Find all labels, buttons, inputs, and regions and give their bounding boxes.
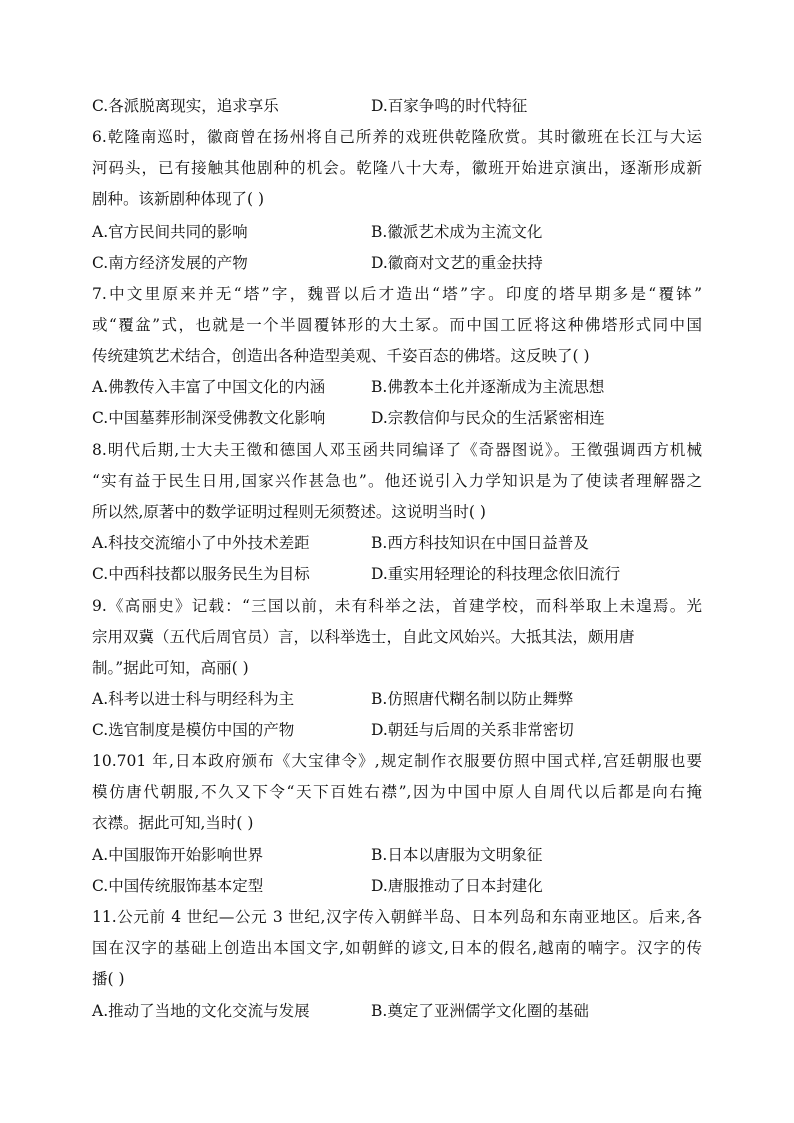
q5-option-d: D.百家争鸣的时代特征 (371, 97, 528, 115)
q6-option-c: C.南方经济发展的产物 (92, 254, 248, 272)
q8-option-a: A.科技交流缩小了中外技术差距 (92, 534, 310, 552)
q11-option-b: B.奠定了亚洲儒学文化圈的基础 (371, 1002, 589, 1020)
q8-option-b: B.西方科技知识在中国日益普及 (371, 534, 589, 552)
q10-option-d: D.唐服推动了日本封建化 (371, 877, 543, 895)
q9-option-d: D.朝廷与后周的关系非常密切 (371, 721, 574, 739)
q6-stem-line-3: 剧种。该新剧种体现了( ) (92, 190, 265, 208)
q10-option-a: A.中国服饰开始影响世界 (92, 846, 264, 864)
q6-option-a: A.官方民间共同的影响 (92, 223, 248, 241)
q9-stem-line-3: 制。”据此可知，高丽( ) (92, 659, 249, 677)
q8-option-c: C.中西科技都以服务民生为目标 (92, 565, 310, 583)
q7-stem-line-2: 或“覆盆”式，也就是一个半圆覆钵形的大土冢。而中国工匠将这种佛塔形式同中国 (92, 316, 702, 334)
q6-option-b: B.徽派艺术成为主流文化 (371, 223, 543, 241)
q9-stem-line-1: 9.《高丽史》记载：“三国以前，未有科举之法，首建学校，而科举取上未遑焉。光 (92, 597, 702, 615)
q11-stem-line-3: 播( ) (92, 970, 125, 988)
q7-option-c: C.中国墓葬形制深受佛教文化影响 (92, 409, 326, 427)
q7-option-a: A.佛教传入丰富了中国文化的内涵 (92, 378, 326, 396)
q7-stem-line-1: 7.中文里原来并无“塔”字，魏晋以后才造出“塔”字。印度的塔早期多是“覆钵” (92, 285, 702, 303)
q9-option-c: C.选官制度是模仿中国的产物 (92, 721, 295, 739)
q10-option-b: B.日本以唐服为文明象征 (371, 846, 543, 864)
q7-option-b: B.佛教本土化并逐渐成为主流思想 (371, 378, 605, 396)
q8-stem-line-1: 8.明代后期,士大夫王徵和德国人邓玉函共同编译了《奇器图说》。王徵强调西方机械 (92, 441, 702, 459)
q9-option-b: B.仿照唐代糊名制以防止舞弊 (371, 690, 574, 708)
q10-stem-line-3: 衣襟。据此可知,当时( ) (92, 814, 254, 832)
q8-stem-line-2: “实有益于民生日用,国家兴作甚急也”。他还说引入力学知识是为了使读者理解器之 (92, 472, 702, 490)
q11-stem-line-1: 11.公元前 4 世纪—公元 3 世纪,汉字传入朝鲜半岛、日本列岛和东南亚地区。后来,各 (92, 908, 702, 926)
q6-stem-line-2: 河码头，已有接触其他剧种的机会。乾隆八十大寿，徽班开始进京演出，逐渐形成新 (92, 159, 702, 177)
q11-stem-line-2: 国在汉字的基础上创造出本国文字,如朝鲜的谚文,日本的假名,越南的喃字。汉字的传 (92, 939, 702, 957)
q9-option-a: A.科考以进士科与明经科为主 (92, 690, 295, 708)
q7-stem-line-3: 传统建筑艺术结合，创造出各种造型美观、千姿百态的佛塔。这反映了( ) (92, 347, 590, 365)
q11-option-a: A.推动了当地的文化交流与发展 (92, 1002, 310, 1020)
q6-option-d: D.徽商对文艺的重金扶持 (371, 254, 543, 272)
q5-option-c: C.各派脱离现实，追求享乐 (92, 97, 279, 115)
q8-option-d: D.重实用轻理论的科技理念依旧流行 (371, 565, 621, 583)
q10-stem-line-1: 10.701 年,日本政府颁布《大宝律令》,规定制作衣服要仿照中国式样,宫廷朝服也要 (92, 752, 702, 770)
q10-stem-line-2: 模仿唐代朝服,不久又下令“天下百姓右襟”,因为中国中原人自周代以后都是向右掩 (92, 783, 702, 801)
q7-option-d: D.宗教信仰与民众的生活紧密相连 (371, 409, 605, 427)
q10-option-c: C.中国传统服饰基本定型 (92, 877, 264, 895)
q8-stem-line-3: 所以然,原著中的数学证明过程则无须赘述。这说明当时( ) (92, 503, 486, 521)
q9-stem-line-2: 宗用双冀（五代后周官员）言，以科举选士，自此文风始兴。大抵其法，颇用唐 (92, 628, 635, 646)
q6-stem-line-1: 6.乾隆南巡时，徽商曾在扬州将自己所养的戏班供乾隆欣赏。其时徽班在长江与大运 (92, 128, 702, 146)
